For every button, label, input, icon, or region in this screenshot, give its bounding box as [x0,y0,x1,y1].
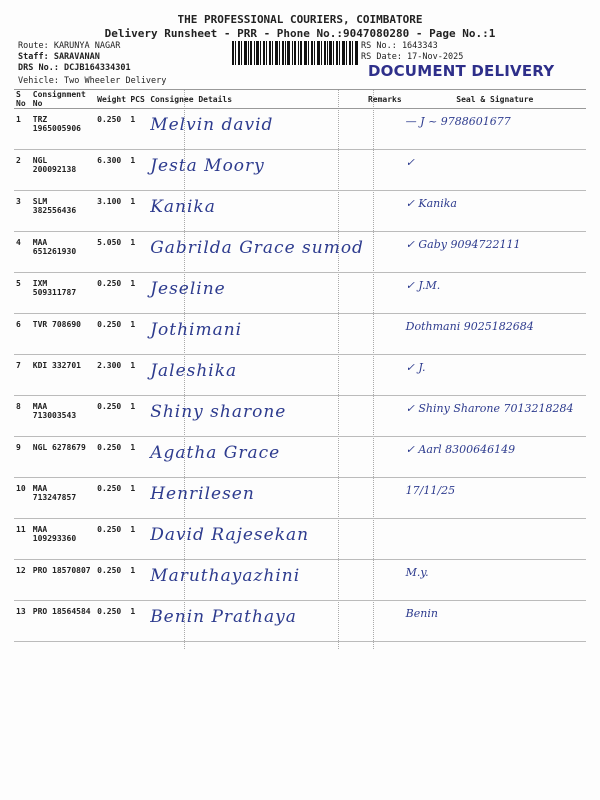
col-header-signature: Seal & Signature [404,90,586,109]
cell-weight: 0.250 [95,396,128,437]
cell-consignment-no: PRO 18570807 [31,560,95,601]
table-row [14,396,586,437]
cell-weight: 0.250 [95,601,128,642]
cell-consignee-handwritten: Agatha Grace [148,437,366,478]
col-header-weight: Weight [95,90,128,109]
table-row [14,437,586,478]
cell-pcs: 1 [128,150,148,191]
cell-signature: ✓ Gaby 9094722111 [404,232,586,273]
runsheet-table [14,89,586,642]
cell-weight: 2.300 [95,355,128,396]
cell-consignee-handwritten: Melvin david [148,109,366,150]
drs-label: DRS No.: DCJB164334301 [18,63,131,73]
cell-pcs: 1 [128,519,148,560]
document-delivery-stamp: DOCUMENT DELIVERY [368,62,555,80]
cell-signature: ✓ J.M. [404,273,586,314]
cell-pcs: 1 [128,478,148,519]
cell-sno: 10 [14,478,31,519]
table-row [14,478,586,519]
cell-consignment-no: PRO 18564584 [31,601,95,642]
cell-remarks [366,109,404,150]
cell-weight: 6.300 [95,150,128,191]
col-header-pcs: PCS [128,90,148,109]
table-row [14,560,586,601]
cell-pcs: 1 [128,355,148,396]
cell-pcs: 1 [128,560,148,601]
cell-remarks [366,314,404,355]
cell-consignment-no: NGL 6278679 [31,437,95,478]
cell-consignee-handwritten: Benin Prathaya [148,601,366,642]
meta-left [18,41,131,74]
cell-pcs: 1 [128,601,148,642]
vehicle-label: Vehicle: Two Wheeler Delivery [18,76,167,86]
table-row [14,109,586,150]
cell-signature: ✓ [404,150,586,191]
cell-weight: 0.250 [95,560,128,601]
cell-signature: M.y. [404,560,586,601]
cell-consignment-no: IXM 509311787 [31,273,95,314]
table-row [14,273,586,314]
cell-signature: Benin [404,601,586,642]
table-header-row [14,90,586,109]
cell-sno: 2 [14,150,31,191]
cell-consignment-no: NGL 200092138 [31,150,95,191]
cell-pcs: 1 [128,109,148,150]
cell-consignment-no: TVR 708690 [31,314,95,355]
cell-pcs: 1 [128,191,148,232]
cell-signature: ✓ J. [404,355,586,396]
cell-remarks [366,396,404,437]
cell-consignment-no: MAA 651261930 [31,232,95,273]
route-label: Route: KARUNYA NAGAR [18,41,121,51]
table-row [14,519,586,560]
cell-consignee-handwritten: Jaleshika [148,355,366,396]
table-row [14,601,586,642]
table-row [14,191,586,232]
cell-remarks [366,355,404,396]
staff-label: Staff: SARAVANAN [18,52,100,62]
cell-weight: 0.250 [95,109,128,150]
cell-consignee-handwritten: Maruthayazhini [148,560,366,601]
cell-consignee-handwritten: Gabrilda Grace sumod [148,232,366,273]
col-header-remarks: Remarks [366,90,404,109]
cell-weight: 0.250 [95,519,128,560]
cell-sno: 5 [14,273,31,314]
cell-remarks [366,437,404,478]
cell-consignment-no: MAA 713247857 [31,478,95,519]
cell-pcs: 1 [128,437,148,478]
meta-right [361,41,463,63]
cell-sno: 3 [14,191,31,232]
col-header-consignment: Consignment No [31,90,95,109]
cell-remarks [366,150,404,191]
cell-consignment-no: KDI 332701 [31,355,95,396]
cell-remarks [366,478,404,519]
cell-consignment-no: SLM 382556436 [31,191,95,232]
company-title: THE PROFESSIONAL COURIERS, COIMBATORE [177,13,423,26]
cell-sno: 13 [14,601,31,642]
table-row [14,355,586,396]
col-header-sno: S No [14,90,31,109]
cell-weight: 3.100 [95,191,128,232]
runsheet-subtitle: Delivery Runsheet - PRR - Phone No.:9047080280 - Page No.:1 [104,27,496,40]
cell-remarks [366,601,404,642]
cell-weight: 5.050 [95,232,128,273]
cell-weight: 0.250 [95,437,128,478]
cell-remarks [366,560,404,601]
cell-weight: 0.250 [95,273,128,314]
cell-pcs: 1 [128,273,148,314]
cell-pcs: 1 [128,396,148,437]
cell-sno: 1 [14,109,31,150]
cell-consignee-handwritten: Jeseline [148,273,366,314]
cell-signature: ✓ Kanika [404,191,586,232]
cell-signature: Dothmani 9025182684 [404,314,586,355]
cell-remarks [366,519,404,560]
rs-date: RS Date: 17-Nov-2025 [361,52,464,62]
table-row [14,232,586,273]
cell-weight: 0.250 [95,314,128,355]
cell-signature: ✓ Shiny Sharone 7013218284 [404,396,586,437]
cell-consignee-handwritten: Jothimani [148,314,366,355]
cell-sno: 8 [14,396,31,437]
cell-signature [404,519,586,560]
cell-sno: 12 [14,560,31,601]
cell-consignment-no: TRZ 1965005906 [31,109,95,150]
cell-sno: 11 [14,519,31,560]
table-row [14,150,586,191]
rs-number: RS No.: 1643343 [361,41,438,51]
cell-signature: 17/11/25 [404,478,586,519]
cell-sno: 4 [14,232,31,273]
cell-sno: 9 [14,437,31,478]
cell-weight: 0.250 [95,478,128,519]
cell-pcs: 1 [128,314,148,355]
cell-remarks [366,273,404,314]
cell-remarks [366,191,404,232]
cell-consignee-handwritten: Kanika [148,191,366,232]
cell-consignment-no: MAA 109293360 [31,519,95,560]
cell-pcs: 1 [128,232,148,273]
cell-sno: 7 [14,355,31,396]
table-row [14,314,586,355]
cell-consignee-handwritten: Henrilesen [148,478,366,519]
barcode-image [232,41,358,65]
col-header-consignee: Consignee Details [148,90,366,109]
cell-sno: 6 [14,314,31,355]
cell-consignee-handwritten: Jesta Moory [148,150,366,191]
cell-signature: — J ~ 9788601677 [404,109,586,150]
cell-consignment-no: MAA 713003543 [31,396,95,437]
cell-signature: ✓ Aarl 8300646149 [404,437,586,478]
cell-consignee-handwritten: Shiny sharone [148,396,366,437]
cell-consignee-handwritten: David Rajesekan [148,519,366,560]
cell-remarks [366,232,404,273]
